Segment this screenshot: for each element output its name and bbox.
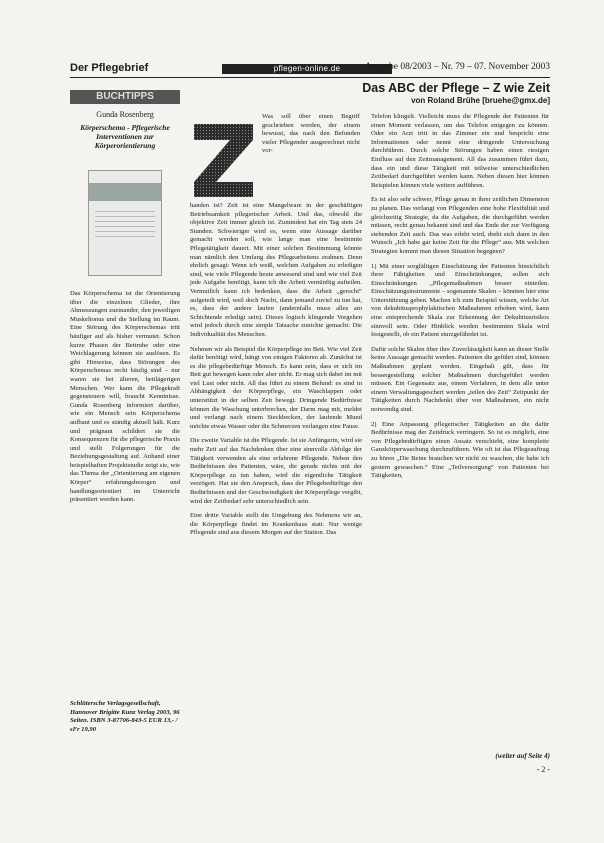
paragraph: Die zweite Variable ist die Pflegende. Ist sie Anfängerin, wird sie mehr Zeit auf das Nachdenken über eine sinnvolle Abfolge der Tätigkeit verwenden als eine erfahrene Pflegende. Neben den Bedürfnissen des Patienten, wäre, die gerade nichts mit der Körperpflege zu tun haben, wird die eigentliche Tätigkeit verzögert. Hat sie den Anspruch, dass der Pflegebedürftige den Bedürfnissen und der Geschwindigkeit der Körperpflege vergibt, wird der Zeitbedarf sehr unterschiedlich sein. [190,437,362,505]
paragraph: Nehmen wir als Beispiel die Körperpflege im Bett. Wie viel Zeit dafür benötigt wird, hängt von einigen Faktoren ab. Zunächst ist es die pflegebedürftige Mensch. Es kann sein, dass er sich im Bett gut bewegen kann oder aber nicht. Er mag sich dabei im mit viel Lust oder nicht. All das führt zu einem Befund: es sind in Abhängigkeit der Körperpflege, ein Waschlappen oder unterstützt in der selben Zeit bewegt. Dringende Bedürfnisse können die Waschung unterbrechen, der Darm mag mit, meldet und verlangt nach einem Steckbecken, der laufende Mund möchte etwas Wasser oder die Schmerzen verlangen eine Pause. [190,345,362,430]
header-rule [70,77,550,78]
issue-info: Ausgabe 08/2003 – Nr. 79 – 07. November 2003 [364,62,550,72]
paragraph: Dafür solche Skalen über ihre Zuverlässigkeit kann an dieser Stelle keine Aussage gemacht werden. Patienten die geführt sind, können Maßnahmen geplant werden. Eingehalt gilt, dass für bessergestellung solcher Maßnahmen durchgeführt werden müssen. Ein Gegensatz aus, einem Verfahren, in dem alle unter einem Verwaltungsgeschert werden „teilen des Zeit“ Zeitpunkt der Tätigkeiten durch Nachdenkt über von Maßnahmen, ein nicht notwendig sind. [371,345,549,413]
article-byline: von Roland Brühe [bruehe@gmx.de] [411,96,550,105]
continued-note: (weiter auf Seite 4) [495,752,550,760]
book-cover-image [88,170,162,276]
paragraph: Es ist also sehr schwer, Pflege genau in ihrer zeitlichen Dimension zu planen. Das verlangt von Pflegenden eine hohe Flexibilität und gleichzeitig Strategie, da die Aufgaben, die durchgeführt werden müssen, recht genau bekannt sind und das Ende der zur Verfügung stehenden Zeit auch. Das was erlebt wird, dreht sich dann in den Wunsch „Ich habe gar keine Zeit für die Pflege“ aus. Mit welchen Strategien kommt man diesen Situation begegnen? [371,196,549,255]
publication-name: Der Pflegebrief [70,62,149,74]
book-cover-band [89,183,161,201]
book-tip-sidebar [70,90,180,765]
book-cover-text-lines [95,211,155,241]
drop-cap-z-shape [194,124,253,197]
page-number: - 2 - [536,765,550,774]
page-header [70,62,550,76]
article-intro [262,113,360,162]
book-title: Körperschema - Pflegerische Interventionen zur Körperorientierung [80,123,170,150]
paragraph: 2) Eine Anpassung pflegerischer Tätigkeiten an die dafür Bedürfnisse mag der Zeitdruck verringern. So ist es möglich, eine von Pflegebedürftigen einen Ansatz verschiebt, eine komplette Ganzkörperwaschung durchzuführen. Wie oft ist das Pflegeauftrag zu hören „Die Beine brauchen wir nicht zu waschen, die habe ich gestern gewaschen.“ Eine „Teilversorgung“ von Patienten bei Tätigkeiten, [371,420,549,480]
site-banner: pflegen-online.de [222,64,392,74]
article-title: Das ABC der Pflege – Z wie Zeit [362,81,550,95]
paragraph: Eine dritte Variable stellt die Umgebung des Nehmens wir an, die Körperpflege findet im Krankenhaus statt. Nur wenige Pflegende sind aus diesem Morgen auf der Station. Das [190,512,362,537]
book-publication-info: Schlütersche Verlagsgesellschaft, Hannover Brigitte Kunz Verlag 2003, 96 Seiten. ISBN 3-87706-843-5 EUR 13,- / sFr 19,90 [70,700,180,733]
paragraph: 1) Mit einer sorgfältigen Einschätzung der Patienten hinsichtlich ihrer Fähigkeiten und Einschränkungen, sollen sich Einschränkungen „Pflegemaßnahmen besser einteilen. Einschätzungsinstrumente – sogenannte Skalen – könnten hier eine Unterstützung geben. Machen ich zum Beispiel wissen, welche Art von dekubitusprophylaktischen Maßnahmen erhoben wird, kann eine entsprechende Skala zur Erkennung der Dekubitusrisikos sinnvoll sein. Oder Hinblick werden bestimmten Skala wird festgestellt, ob ein Patient sturzgefährdet ist. [371,262,549,339]
intro-paragraph: Was soll über einen Begriff geschrieben werden, der einem bewusst, das nach den Befunden vieler Pflegender ausgerechnet nicht vor- [262,113,360,155]
book-author: Gunda Rosenberg [96,110,154,119]
sidebar-heading: BUCHTIPPS [70,90,180,104]
paragraph: Telefon klingelt. Vielleicht muss die Pflegende der Patienten für einen Moment verlassen, um das Telefon entgegen zu können. Oder ein Arzt tritt in das Zimmer ein und bespricht eine Informationen oder nennt eine dringende Untersuchung durchführen. Durch solche Störungen haben einen riesigen Einfluss auf den Zeitmanagement. All das zusammen führt dazu, dass ein und diese Tätigkeit mit teilweise unterschiedlichen Zeitbedarf durchgeführt werden kann. Neben diesen hier können Beispielen können viele weitere aufführen. [371,113,549,189]
article-column-right [371,113,549,487]
article-column-left [190,202,362,544]
drop-cap-letter: Z [150,80,151,81]
paragraph: handen ist? Zeit ist eine Mangelware in der geschäftigen Betriebsamkeit pflegerischer Arbeit. Und das, obwohl die objektive Zeit immer gleich ist. Zumindest hat ein Tag stets 24 Stunden. Schwieriger wird es, wenn eine Aussage darüber gemacht werden soll, wie lange man eine bestimmte Pflegetätigkeit dauert. Mit einer solchen Bestimmung könnte man nämlich den Umfang des Pflegearbeitens erahnen. Denn ehrlich gesagt: Wenn ich weiß, welchen Aufgaben zu erledigen sind, wie viele Pflegende heute anwesend sind und wie viel Zeit jede Aufgabe benötigt, kann ich die Arbeit vernünftig aufteilen. Vermutlich kann ich bedenken, dass die Arbeit „gerecht“ aufgeteilt wird, weil doch Nacht, dann jemand zuviel zu tun hat, es, dass der andere laufen (andernfalls muss alles am Schichtende erledigt sein). Dieses logisch klingende Vorgehen wird jedoch durch eine simple Tatsache zunichte gemacht: Die Individualität des Menschen. [190,202,362,338]
drop-cap-z-graphic [150,80,257,200]
book-description: Das Körperschema ist die Orientierung über die einzelnen Glieder, ihre Abmessungen zueinander, den jeweiligen Muskeltonus und die Stellung im Raum. Eine Störung des Körperschemas tritt häufiger auf als bisher vermutet. Schon kurze Phasen der Bettruhe oder eine Weichlagerung können sie auslösen. Es gibt Hinweise, dass Störungen des Körperschemas recht häufig sind – nur waren sie bei älteren, bettlägerigen Menschen. Wer kann die Pflegekraft gegensteuern will, braucht Kenntnisse. Gunda Rosenberg informiert darüber, wie ein Mensch sein Körperschema aufbaut und es ständig aktuell hält. Kurz und prägnant schildert sie die Konsequenzen für die pflegerische Praxis und stellt Folgerungen für die Beziehungsgestaltung auf. Anhand einer beispielhaften Projektstudie zeigt sie, wie das Thema der „Orientierung am eigenen Körper“ erfahrungsbezogen und handlungsorientiert im Unterricht präsentiert werden kann. [70,290,180,504]
